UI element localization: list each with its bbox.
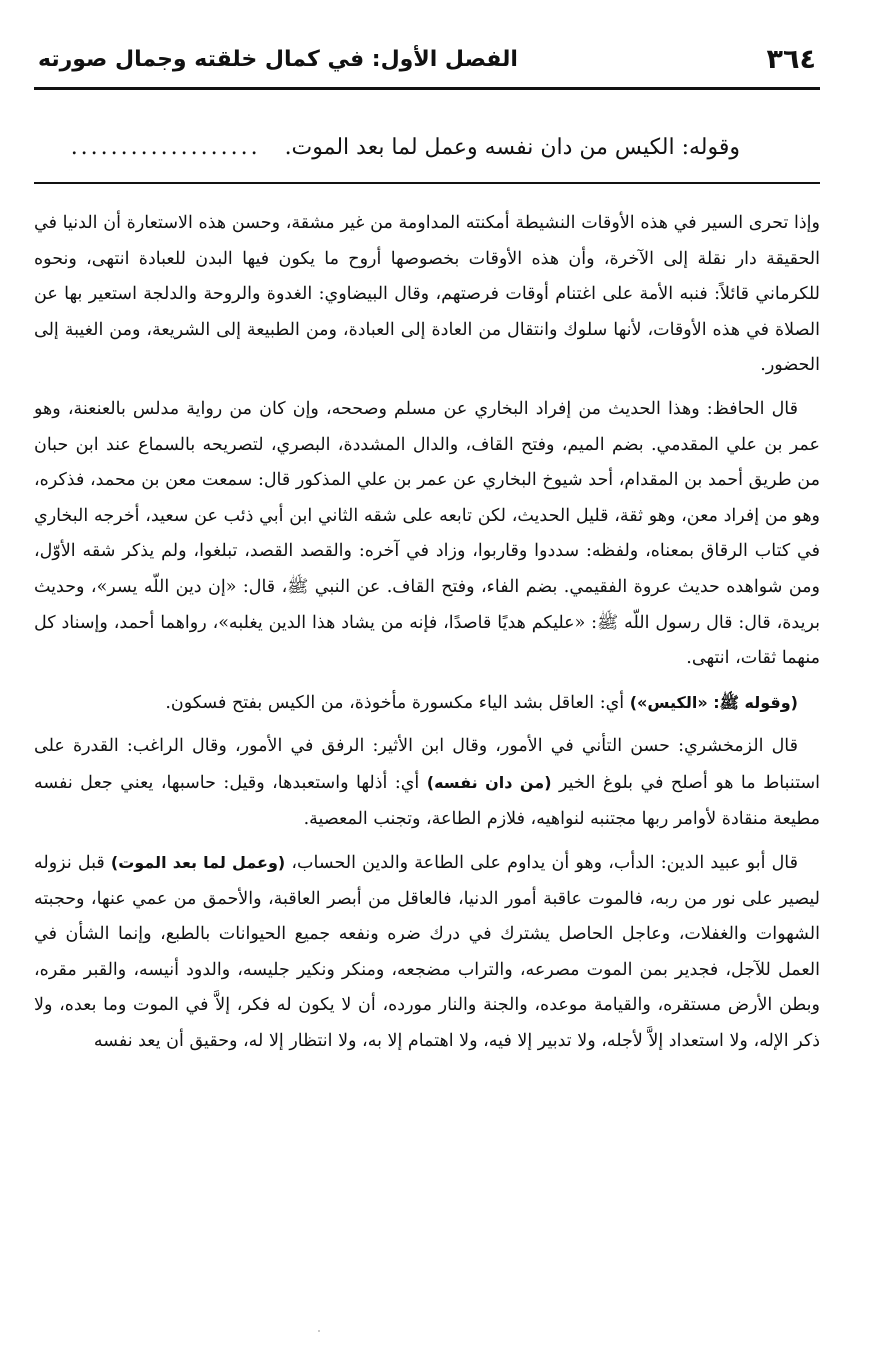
paragraph-4-text-a: قال الزمخشري: حسن التأني في الأمور، وقال ابن الأثير: الرفق في الأمور، وقال الراغب: القدرة على استنباط ما هو أصلح في بلوغ الخير <box>34 736 820 793</box>
quoted-phrase-kayyis: (وقوله ﷺ: «الكيس») <box>629 692 798 712</box>
paragraph-5 <box>34 845 820 1060</box>
paragraph-3 <box>34 685 820 722</box>
paragraph-5-text-a: قال أبو عبيد الدين: الدأب، وهو أن يداوم على الطاعة والدين الحساب، <box>285 853 799 874</box>
paragraph-2: قال الحافظ: وهذا الحديث من إفراد البخاري عن مسلم وصححه، وإن كان من رواية مدلس بالعنعنة، وهو عمر بن علي المقدمي. بضم الميم، وفتح القاف، والدال المشددة، البصري، لتصريحه بالسماع عند ابن حبان من طريق أحمد بن المقدام، أحد شيوخ البخاري عن عمر بن علي المذكور قال: سمعت معن بن محمد، فذكره، وهو من إفراد معن، وهو ثقة، قليل الحديث، لكن تابعه على شقه الثاني ابن أبي ذئب عن سعيد، أخرجه البخاري في كتاب الرقاق بمعناه، ولفظه: سددوا وقاربوا، وزاد في آخره: والقصد القصد، تبلغوا، ولم يذكر شقه الأوّل، ومن شواهده حديث عروة الفقيمي. بضم الفاء، وفتح القاف. عن النبي ﷺ، قال: «إن دين اللّه يسر»، وحديث بريدة، قال: قال رسول اللّه ﷺ: «عليكم هديًا قاصدًا، فإنه من يشاد هذا الدين يغلبه»، رواهما أحمد، وإسناد كل منهما ثقات، انتهى. <box>34 398 820 669</box>
paragraph-1: وإذا تحرى السير في هذه الأوقات النشيطة أمكنته المداومة من غير مشقة، وحسن هذه الاستعارة أن الدنيا في الحقيقة دار نقلة إلى الآخرة، وأن هذه الأوقات بخصوصها أروح ما يكون فيها البدن للعبادة انتهى، ونحوه للكرماني قائلاً: فنبه الأمة على اغتنام أوقات فرصتهم، وقال البيضاوي: الغدوة والروحة والدلجة استعير بها عن الصلاة في هذه الأوقات، لأنها سلوك وانتقال من العادة إلى العبادة، ومن الطبيعة إلى الشريعة، ومن الغيبة إلى الحضور. <box>34 213 820 376</box>
commentary-body <box>34 206 820 1068</box>
paragraph-5-text-b: قبل نزوله ليصير على نور من ربه، فالموت عاقبة أمور الدنيا، فالعاقل من أبصر العاقبة، والأحمق من عمي عنها، وحجبته الشهوات والغفلات، وعاجل الحاصل يشترك في درك ضره ونفعه جميع الحيوانات بالطبع، وإنما الشأن في العمل للآجل، فجدير بمن الموت مصرعه، والتراب مضجعه، ومنكر ونكير جليسه، والدود أنيسه، والقبر مقره، وبطن الأرض مستقره، والقيامة موعده، والجنة والنار مورده، أن لا يكون له فكر، إلاَّ في الموت وما بعده، ولا ذكر الإله، ولا استعداد إلاَّ لأجله، ولا تدبير إلا فيه، ولا اهتمام إلا به، ولا انتظار إلا له، وحقيق أن يعد نفسه <box>34 853 820 1052</box>
matn-quote <box>34 118 820 184</box>
matn-ellipsis: ................... <box>70 135 261 160</box>
page-number: ٣٦٤ <box>766 44 816 75</box>
scan-speck <box>318 1330 320 1332</box>
quoted-phrase-amila: (وعمل لما بعد الموت) <box>110 853 286 873</box>
quoted-phrase-dana-nafsahu: (من دان نفسه) <box>426 772 552 792</box>
paragraph-3-text: أي: العاقل بشد الياء مكسورة مأخوذة، من الكيس بفتح فسكون. <box>165 692 630 713</box>
paragraph-4-text-b: أي: أذلها واستعبدها، وقيل: حاسبها، يعني جعل نفسه مطيعة منقادة لأوامر ربها مجتنبه لنواهيه، فلازم الطاعة، وتجنب المعصية. <box>34 772 820 829</box>
paragraph-4 <box>34 729 820 837</box>
matn-text: وقوله: الكيس من دان نفسه وعمل لما بعد الموت. <box>284 135 740 160</box>
page-header <box>34 40 820 90</box>
running-title: الفصل الأول: في كمال خلقته وجمال صورته <box>38 46 518 72</box>
